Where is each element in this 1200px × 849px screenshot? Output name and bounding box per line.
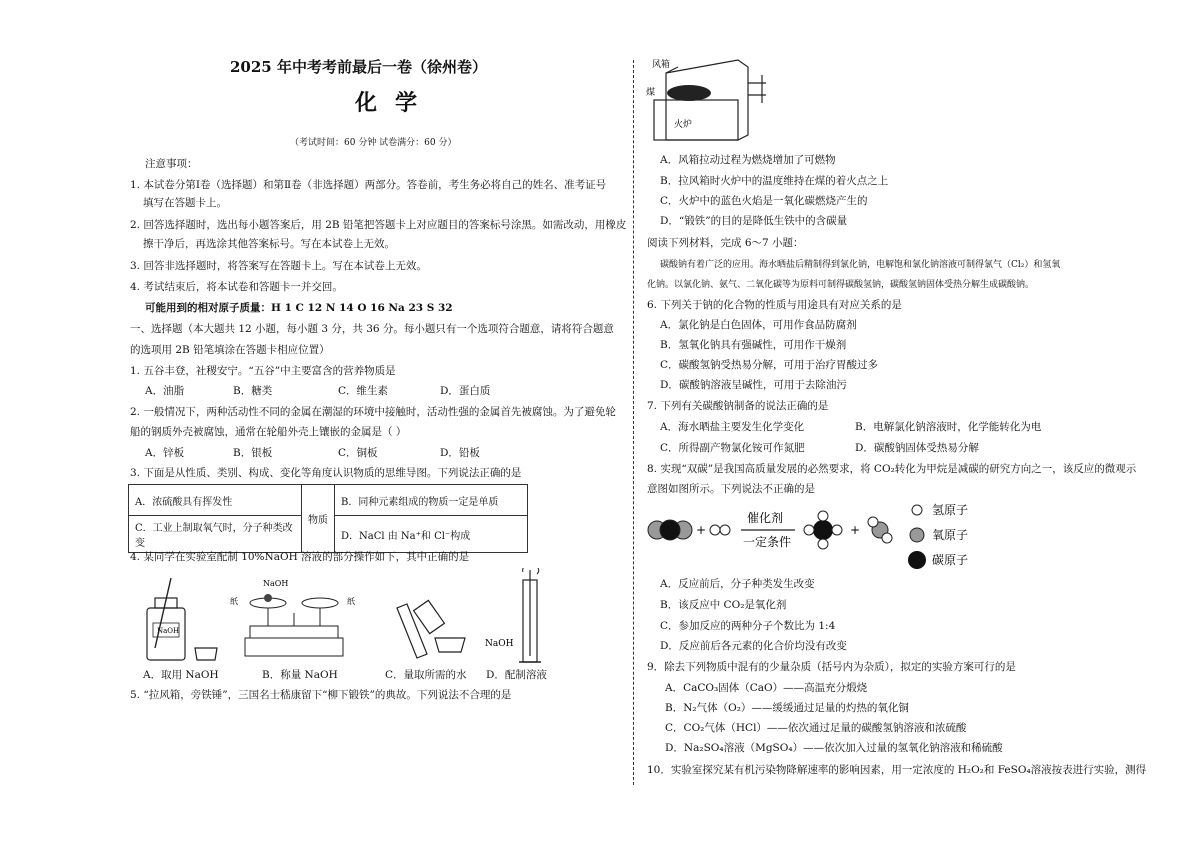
q5-fig-furnace-label: 火炉 bbox=[674, 120, 693, 130]
q3-mind-map-table bbox=[128, 484, 528, 553]
q6-option-a: A．氯化钠是白色固体，可用作食品防腐剂 bbox=[660, 319, 857, 331]
q2-option-d: D．铅板 bbox=[440, 447, 480, 459]
q4-fig-b-paper-right: 纸 bbox=[347, 597, 355, 606]
q9-option-d: D．Na₂SO₄溶液（MgSO₄）——依次加入过量的氢氧化钠溶液和稀硫酸 bbox=[665, 742, 1003, 754]
q9-stem: 9．除去下列物质中混有的少量杂质（括号内为杂质），拟定的实验方案可行的是 bbox=[647, 661, 1016, 673]
q4-stem: 4. 某同学在实验室配制 10%NaOH 溶液的部分操作如下，其中正确的是 bbox=[130, 551, 470, 563]
section-1-heading: 一、选择题（本大题共 12 小题，每小题 3 分，共 36 分。每小题只有一个选项符合题意，请将符合题意 bbox=[130, 323, 614, 335]
reading-material: 碳酸钠有着广泛的应用。海水晒盐后精制得到氯化钠，电解饱和氯化钠溶液可制得氯气（Cl₂）和氢氧 bbox=[660, 260, 1061, 270]
q8-stem: 8. 实现“双碳”是我国高质量发展的必然要求，将 CO₂转化为甲烷是减碳的研究方向之一，该反应的微观示 bbox=[647, 463, 1137, 475]
q4-fig-a-bottle bbox=[147, 578, 217, 660]
q5-stem: 5. “拉风箱，旁铁锤”，三国名士嵇康留下“柳下锻铁”的典故。下列说法不合理的是 bbox=[130, 689, 512, 701]
exam-info: （考试时间：60 分钟 试卷满分：60 分） bbox=[290, 138, 457, 148]
q7-option-a: A．海水晒盐主要发生化学变化 bbox=[660, 421, 805, 433]
q4-fig-d-label: NaOH bbox=[485, 639, 514, 649]
q4-fig-c-test-tube bbox=[397, 600, 465, 658]
q4-fig-a-label: NaOH bbox=[157, 627, 180, 635]
q4-fig-d-cylinder bbox=[485, 568, 541, 662]
q8-h2-molecule bbox=[710, 525, 730, 535]
q9-option-b: B．N₂气体（O₂）——缓缓通过足量的灼热的氧化铜 bbox=[665, 702, 909, 714]
q8-stem-cont: 意图如图所示。下列说法不正确的是 bbox=[647, 483, 815, 495]
column-divider bbox=[633, 60, 634, 785]
q2-option-c: C．铜板 bbox=[338, 447, 378, 459]
notes-heading: 注意事项： bbox=[145, 158, 198, 170]
q1-option-d: D．蛋白质 bbox=[440, 385, 491, 397]
q2-option-b: B．银板 bbox=[233, 447, 273, 459]
note-2-cont: 擦干净后，再选涂其他答案标号。写在本试卷上无效。 bbox=[143, 238, 395, 250]
q8-h2o-molecule bbox=[868, 517, 892, 543]
q4-option-a: A．取用 NaOH bbox=[143, 669, 219, 681]
q4-option-c: C．量取所需的水 bbox=[385, 669, 467, 681]
q7-option-d: D．碳酸钠固体受热易分解 bbox=[855, 442, 979, 454]
note-4: 4. 考试结束后，将本试卷和答题卡一并交回。 bbox=[130, 281, 343, 293]
q6-option-b: B．氢氧化钠具有强碱性，可用作干燥剂 bbox=[660, 339, 847, 351]
q7-option-c: C．所得副产物氯化铵可作氮肥 bbox=[660, 442, 805, 454]
q8-catalyst-label: 催化剂 bbox=[747, 511, 784, 525]
note-2: 2. 回答选择题时，选出每小题答案后，用 2B 铅笔把答题卡上对应题目的答案标号涂黑。如需改动，用橡皮 bbox=[130, 219, 627, 231]
q4-fig-b-label-naoh: NaOH bbox=[263, 579, 289, 588]
q10-stem: 10．实验室探究某有机污染物降解速率的影响因素，用一定浓度的 H₂O₂和 FeSO₄溶液按表进行实验，测得 bbox=[647, 764, 1147, 776]
section-1-heading-cont: 的选项用 2B 铅笔填涂在答题卡相应位置） bbox=[130, 344, 330, 356]
q3-cell-center: 物质 bbox=[302, 485, 335, 553]
q3-cell-b: B．同种元素组成的物质一定是单质 bbox=[335, 485, 528, 516]
q3-cell-d: D．NaCl 由 Na⁺和 Cl⁻构成 bbox=[335, 516, 528, 553]
q4-fig-b-paper-left: 纸 bbox=[230, 597, 238, 606]
q7-stem: 7. 下列有关碳酸钠制备的说法正确的是 bbox=[647, 400, 829, 412]
q8-co2-molecule bbox=[648, 520, 692, 540]
q5-fig-coal-label: 煤 bbox=[646, 88, 656, 98]
q9-option-c: C．CO₂气体（HCl）——依次通过足量的碳酸氢钠溶液和浓硫酸 bbox=[665, 722, 967, 734]
q8-plus-1: + bbox=[696, 523, 707, 537]
q8-legend-carbon: 碳原子 bbox=[932, 553, 969, 567]
q3-cell-a: A．浓硫酸具有挥发性 bbox=[129, 485, 302, 516]
q4-option-d: D．配制溶液 bbox=[486, 669, 547, 681]
subject-title: 化学 bbox=[355, 90, 436, 116]
q8-ch4-molecule bbox=[804, 511, 842, 549]
q1-option-b: B．糖类 bbox=[233, 385, 273, 397]
note-3: 3. 回答非选择题时，将答案写在答题卡上。写在本试卷上无效。 bbox=[130, 260, 427, 272]
q3-cell-c: C．工业上制取氧气时，分子种类改变 bbox=[129, 516, 302, 553]
q5-fig-bellows-label: 风箱 bbox=[652, 60, 671, 70]
reading-material-cont: 化钠。以氯化钠、氨气、二氧化碳等为原料可制得碳酸氢钠，碳酸氢钠固体受热分解生成碳酸钠。 bbox=[647, 280, 1035, 290]
q1-stem: 1. 五谷丰登，社稷安宁。“五谷”中主要富含的营养物质是 bbox=[130, 365, 396, 377]
q8-plus-2: + bbox=[850, 523, 861, 537]
q3-stem: 3. 下面是从性质、类别、构成、变化等角度认识物质的思维导图。下列说法正确的是 bbox=[130, 467, 522, 479]
q8-option-a: A．反应前后，分子种类发生改变 bbox=[660, 578, 815, 590]
q4-fig-b-balance bbox=[230, 579, 355, 656]
q8-reaction-diagram bbox=[645, 498, 985, 573]
q8-legend bbox=[908, 503, 968, 569]
q6-option-c: C．碳酸氢钠受热易分解，可用于治疗胃酸过多 bbox=[660, 359, 879, 371]
q2-stem-cont: 船的钢质外壳被腐蚀，通常在轮船外壳上镶嵌的金属是（ ） bbox=[130, 426, 407, 438]
q8-option-c: C．参加反应的两种分子个数比为 1:4 bbox=[660, 620, 836, 632]
q8-condition-label: 一定条件 bbox=[743, 535, 792, 549]
note-1-cont: 填写在答题卡上。 bbox=[143, 197, 227, 209]
q5-bellows-furnace-figure bbox=[644, 55, 774, 145]
q8-option-b: B．该反应中 CO₂是氧化剂 bbox=[660, 599, 787, 611]
q5-option-d: D．“锻铁”的目的是降低生铁中的含碳量 bbox=[660, 215, 848, 227]
q6-stem: 6. 下列关于钠的化合物的性质与用途具有对应关系的是 bbox=[647, 299, 902, 311]
q1-option-c: C．维生素 bbox=[338, 385, 389, 397]
q2-option-a: A．锌板 bbox=[145, 447, 185, 459]
note-1: 1. 本试卷分第Ⅰ卷（选择题）和第Ⅱ卷（非选择题）两部分。答卷前，考生务必将自己的姓名、准考证号 bbox=[130, 179, 607, 191]
reading-intro: 阅读下列材料，完成 6～7 小题： bbox=[647, 237, 804, 249]
atomic-masses: 可能用到的相对原子质量：H 1 C 12 N 14 O 16 Na 23 S 32 bbox=[145, 302, 453, 314]
q5-option-a: A．风箱拉动过程为燃烧增加了可燃物 bbox=[660, 154, 836, 166]
q8-legend-hydrogen: 氢原子 bbox=[932, 503, 969, 517]
q8-option-d: D．反应前后各元素的化合价均没有改变 bbox=[660, 640, 847, 652]
q4-operations-figure bbox=[135, 568, 555, 668]
q2-stem: 2. 一般情况下，两种活动性不同的金属在潮湿的环境中接触时，活动性强的金属首先被腐蚀。为了避免轮 bbox=[130, 406, 616, 418]
q7-option-b: B．电解氯化钠溶液时，化学能转化为电 bbox=[855, 421, 1042, 433]
q9-option-a: A．CaCO₃固体（CaO）——高温充分煅烧 bbox=[665, 682, 868, 694]
q5-option-b: B．拉风箱时火炉中的温度维持在煤的着火点之上 bbox=[660, 175, 889, 187]
q1-option-a: A．油脂 bbox=[145, 385, 185, 397]
q6-option-d: D．碳酸钠溶液呈碱性，可用于去除油污 bbox=[660, 379, 847, 391]
q8-legend-oxygen: 氧原子 bbox=[932, 528, 969, 542]
q4-option-b: B．称量 NaOH bbox=[262, 669, 338, 681]
exam-title: 2025 年中考考前最后一卷（徐州卷） bbox=[230, 58, 487, 76]
q5-option-c: C．火炉中的蓝色火焰是一氧化碳燃烧产生的 bbox=[660, 195, 868, 207]
